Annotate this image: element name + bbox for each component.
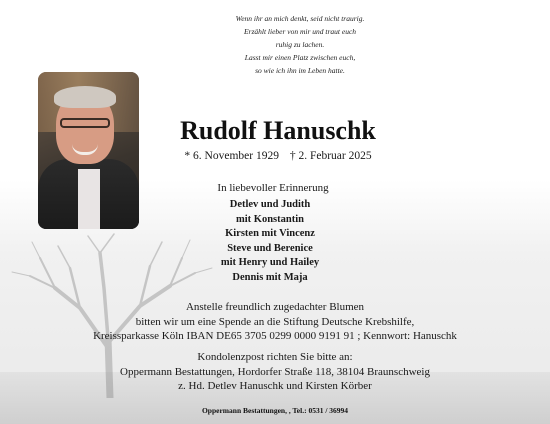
contact-line: Oppermann Bestattungen, Hordorfer Straße 118, 38104 Braunschweig xyxy=(120,365,430,378)
death-date: † 2. Februar 2025 xyxy=(289,150,372,162)
poem-line: Lasst mir einen Platz zwischen euch, xyxy=(244,53,356,62)
family-line: Steve und Berenice xyxy=(227,242,313,254)
poem-line: Wenn ihr an mich denkt, seid nicht traurig. xyxy=(235,14,365,23)
contact-line: z. Hd. Detlev Hanuschk und Kirsten Körber xyxy=(178,380,372,392)
family-line: Kirsten mit Vincenz xyxy=(225,228,315,240)
donation-line: Anstelle freundlich zugedachter Blumen xyxy=(185,301,365,313)
poem-line: so wie ich ihn im Leben hatte. xyxy=(255,66,345,75)
footer-funeral-home: Oppermann Bestattungen, , Tel.: 0531 / 36994 xyxy=(201,406,349,415)
family-line: mit Konstantin xyxy=(236,213,304,225)
birth-date: * 6. November 1929 xyxy=(184,150,279,162)
donation-notice xyxy=(30,300,520,344)
life-dates xyxy=(158,150,398,162)
family-list xyxy=(180,198,360,286)
portrait-photo xyxy=(38,72,139,229)
poem-line: Erzählt lieber von mir und traut euch xyxy=(243,27,357,36)
family-line: Detlev und Judith xyxy=(229,199,311,210)
family-line: Dennis mit Maja xyxy=(232,271,308,283)
condolence-contact xyxy=(30,350,520,394)
poem-line: ruhig zu lachen. xyxy=(275,40,325,49)
deceased-name: Rudolf Hanuschk xyxy=(180,116,376,145)
memory-line: In liebevoller Erinnerung xyxy=(217,182,329,194)
donation-line: bitten wir um eine Spende an die Stiftung Deutsche Krebshilfe, xyxy=(135,315,415,328)
family-line: mit Henry und Hailey xyxy=(220,257,320,269)
poem xyxy=(150,12,450,77)
contact-line: Kondolenzpost richten Sie bitte an: xyxy=(197,351,353,363)
donation-line: Kreissparkasse Köln IBAN DE65 3705 0299 0000 9191 91 ; Kennwort: Hanuschk xyxy=(93,330,457,342)
